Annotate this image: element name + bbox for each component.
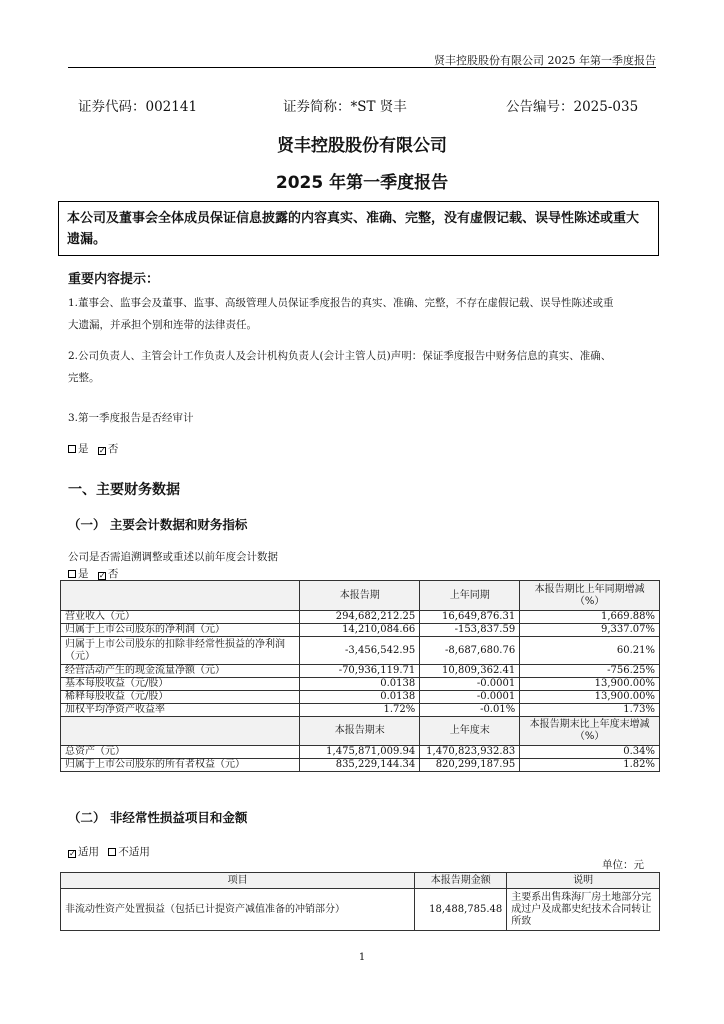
header-rule (68, 67, 656, 68)
table-header-row: 项目 本报告期金额 说明 (61, 873, 660, 889)
important-item-2: 2.公司负责人、主管会计工作负责人及会计机构负责人(会计主管人员)声明：保证季度报告中财务信息的真实、准确、 完整。 (68, 350, 612, 384)
table-row: 归属于上市公司股东的扣除非经常性损益的净利润（元） -3,456,542.95 -8,687,680.76 60.21% (61, 637, 660, 665)
table-header-row: 本报告期 上年同期 本报告期比上年同期增减（%） (61, 581, 660, 611)
checkbox-no-checked[interactable]: ✓ (98, 571, 106, 580)
financial-data-table (60, 580, 660, 772)
restate-choice: 是 ✓ 否 (68, 566, 118, 581)
table-row: 营业收入（元） 294,682,212.25 16,649,876.31 1,669.88% (61, 611, 660, 624)
checkbox-not-applicable[interactable] (108, 848, 116, 856)
company-title: 贤丰控股股份有限公司 (277, 136, 447, 156)
table-row: 基本每股收益（元/股） 0.0138 -0.0001 13,900.00% (61, 678, 660, 691)
important-heading: 重要内容提示： (68, 272, 160, 287)
checkbox-applicable-checked[interactable]: ✓ (69, 849, 76, 858)
stock-short-name: 证券简称：*ST 贤丰 (283, 99, 407, 115)
checkbox-yes[interactable] (68, 445, 76, 453)
notice-box: 本公司及董事会全体成员保证信息披露的内容真实、准确、完整，没有虚假记载、误导性陈述或重大遗漏。 (58, 201, 659, 256)
non-recurring-table (60, 872, 660, 931)
table-row: 加权平均净资产收益率 1.72% -0.01% 1.73% (61, 704, 660, 717)
section2-heading: （二） 非经常性损益项目和金额 (68, 810, 248, 825)
table-row: 总资产（元） 1,475,871,009.94 1,470,823,932.83 0.34% (61, 746, 660, 759)
page-number: 1 (358, 952, 366, 963)
report-title: 2025 年第一季度报告 (275, 173, 449, 193)
table-row: 归属于上市公司股东的净利润（元） 14,210,084.66 -153,837.59 9,337.07% (61, 624, 660, 637)
applicable-choice: ✓ 适用 不适用 (69, 846, 150, 858)
table-row: 稀释每股收益（元/股） 0.0138 -0.0001 13,900.00% (61, 691, 660, 704)
section1-heading: 一、主要财务数据 (68, 482, 180, 498)
notice-number: 公告编号：2025-035 (506, 99, 639, 115)
audit-choice: 是 ✓ 否 (68, 441, 118, 456)
running-header: 贤丰控股股份有限公司 2025 年第一季度报告 (434, 54, 656, 67)
table-header-row: 本报告期末 上年度末 本报告期末比上年度末增减（%） (61, 717, 660, 746)
section1-sub-heading: （一） 主要会计数据和财务指标 (68, 517, 248, 532)
unit-label: 单位：元 (602, 859, 644, 871)
checkbox-yes[interactable] (68, 570, 76, 578)
table-row: 经营活动产生的现金流量净额（元） -70,936,119.71 10,809,362.41 -756.25% (61, 665, 660, 678)
table-row: 非流动性资产处置损益（包括已计提资产减值准备的冲销部分） 18,488,785.48 主要系出售珠海厂房土地部分完成过户及成都史纪技术合同转让所致 (61, 889, 660, 931)
stock-code: 证券代码：002141 (78, 99, 198, 115)
restate-question: 公司是否需追溯调整或重述以前年度会计数据 (68, 551, 278, 563)
important-item-3: 3.第一季度报告是否经审计 (68, 412, 194, 424)
table-row: 归属于上市公司股东的所有者权益（元） 835,229,144.34 820,299,187.95 1.82% (61, 759, 660, 772)
checkbox-no-checked[interactable]: ✓ (98, 446, 106, 455)
important-item-1: 1.董事会、监事会及董事、监事、高级管理人员保证季度报告的真实、准确、完整，不存在虚假记载、误导性陈述或重 大遗漏，并承担个别和连带的法律责任。 (68, 297, 614, 331)
